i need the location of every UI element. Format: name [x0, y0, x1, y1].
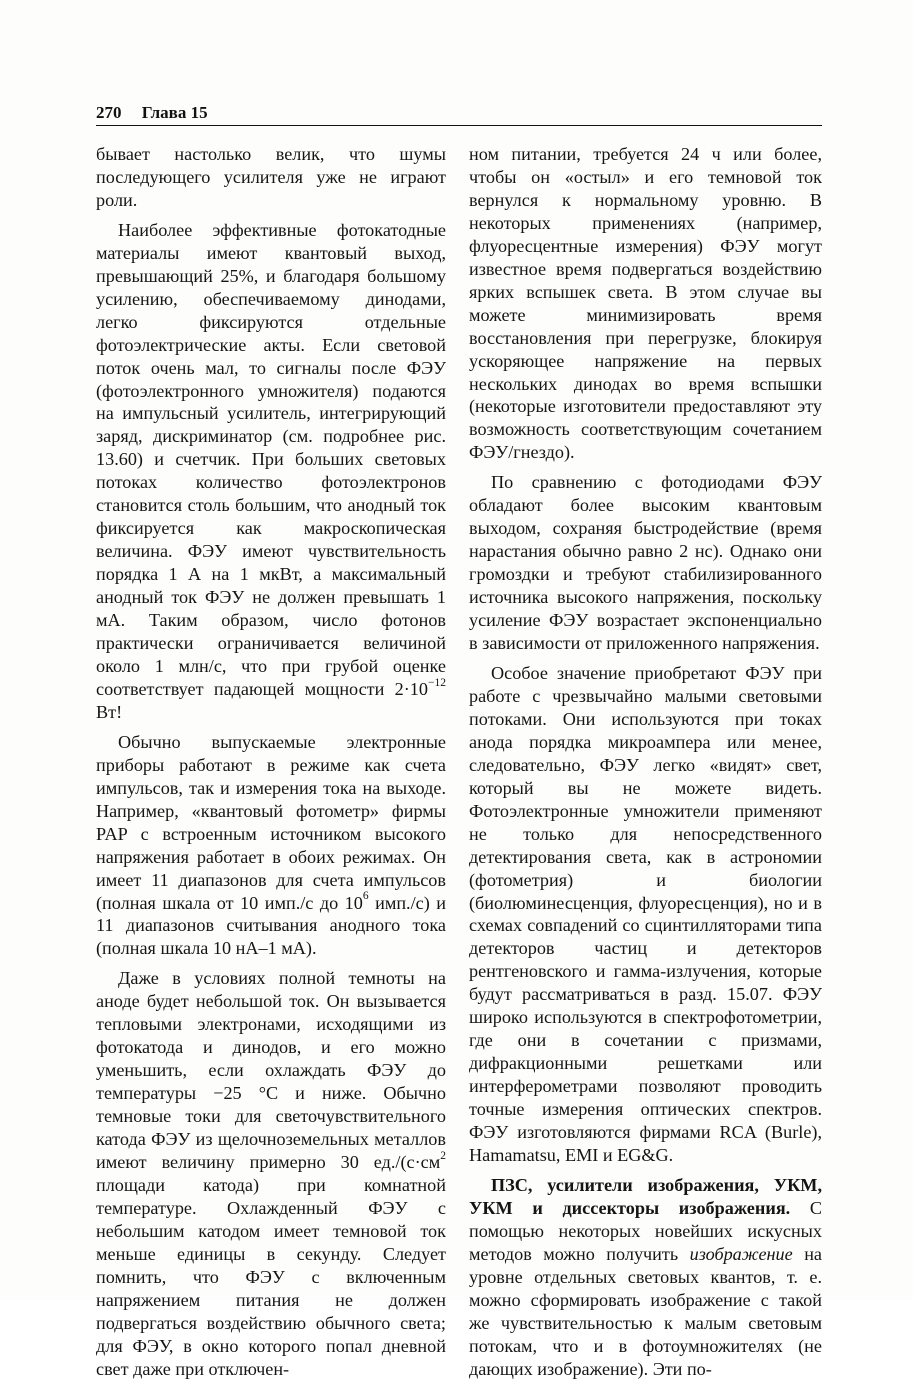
paragraph: Обычно выпускаемые электронные приборы работают в режиме как счета импульсов, так и измерения тока на выходе. Например, «квантовый фотометр» фирмы PAP с встроенным источником высокого напряжения работает в обоих режимах. Он имеет 11 диапазонов для счета импульсов (полная шкала от 10 имп./с до $10^6$ имп./с) и 11 диапазонов считывания анодного тока (полная шкала 10 нА–1 мА).	[96, 731, 446, 959]
right-column	[469, 143, 822, 1381]
paragraph: По сравнению с фотодиодами ФЭУ обладают более высоким квантовым выходом, сохраняя быстродействие (время нарастания обычно равно 2 нс). Однако они громоздки и требуют стабилизированного источника высокого напряжения, поскольку усиление ФЭУ возрастает экспоненциально в зависимости от приложенного напряжения.	[469, 472, 822, 654]
paragraph: Даже в условиях полной темноты на аноде будет небольшой ток. Он вызывается тепловыми электронами, исходящими из фотокатода и динодов, и его можно уменьшить, если охлаждать ФЭУ до температуры −25 °C и ниже. Обычно темновые токи для светочувствительного катода ФЭУ из щелочноземельных металлов имеют величину примерно 30 $ед./(с\cdot см^2$ площади катода) при комнатной температуре. Охлажденный ФЭУ с небольшим катодом имеет темновой ток меньше единицы в секунду. Следует помнить, что ФЭУ с включенным напряжением питания не должен подвергаться воздействию обычного света; для ФЭУ, в окно которого попал дневной свет даже при отключен-	[96, 968, 446, 1379]
chapter-title: Глава 15	[141, 103, 208, 122]
emphasis: изображение	[689, 1243, 793, 1264]
paragraph: ПЗС, усилители изображения, УКМ, УКМ и диссекторы изображения. С помощью некоторых новейших искусных методов можно получить изображение на уровне отдельных световых квантов, т. е. можно сформировать изображение с такой же чувствительностью к малым световым потокам, что и в фотоумножителях (не дающих изображение). Эти по-	[469, 1174, 822, 1379]
paragraph: бывает настолько велик, что шумы последующего усилителя уже не играют роли.	[96, 144, 446, 210]
paragraph: Особое значение приобретают ФЭУ при работе с чрезвычайно малыми световыми потоками. Они используются при токах анода порядка микроампера или менее, следовательно, ФЭУ легко «видят» свет, который вы не можете видеть. Фотоэлектронные умножители применяют не только для непосредственного детектирования света, как в астрономии (фотометрия) и биологии (биолюминесценция, флуоресценция), но и в схемах совпадений со сцинтилляторами типа детекторов частиц и детекторов рентгеновского и гамма-излучения, которые будут рассматриваться в разд. 15.07. ФЭУ широко используются в спектрофотометрии, где они в сочетании с призмами, дифракционными решетками или интерферометрами позволяют проводить точные измерения оптических спектров. ФЭУ изготовляются фирмами RCA (Burle), Hamamatsu, EMI и EG&G.	[469, 662, 822, 1165]
running-header	[96, 103, 822, 123]
paragraph: Наиболее эффективные фотокатодные материалы имеют квантовый выход, превышающий 25%, и благодаря большому усилению, обеспечиваемому динодами, легко фиксируются отдельные фотоэлектрические акты. Если световой поток очень мал, то сигналы после ФЭУ (фотоэлектронного умножителя) подаются на импульсный усилитель, интегрирующий заряд, дискриминатор (см. подробнее рис. 13.60) и счетчик. При больших световых потоках количество фотоэлектронов становится столь большим, что анодный ток фиксируется как макроскопическая величина. ФЭУ имеют чувствительность порядка 1 А на 1 мкВт, а максимальный анодный ток ФЭУ не должен превышать 1 мА. Таким образом, число фотонов практически ограничивается величиной около 1 млн/с, что при грубой оценке соответствует падающей мощности $2\cdot 10^{-12}$ Вт!	[96, 219, 446, 722]
paragraph: ном питании, требуется 24 ч или более, чтобы он «остыл» и его темновой ток вернулся к нормальному уровню. В некоторых применениях (например, флуоресцентные измерения) ФЭУ могут известное время подвергаться воздействию ярких вспышек света. В этом случае вы можете минимизировать время восстановления при перегрузке, блокируя ускоряющее напряжение на первых нескольких динодах во время вспышки (некоторые изготовители предоставляют эту возможность соответствующим сочетанием ФЭУ/гнездо).	[469, 144, 822, 463]
left-column	[96, 143, 446, 1381]
page-number: 270	[96, 103, 122, 122]
section-heading: ПЗС, усилители изображения, УКМ, УКМ и диссекторы изображения.	[469, 1174, 822, 1218]
header-rule	[96, 125, 822, 126]
